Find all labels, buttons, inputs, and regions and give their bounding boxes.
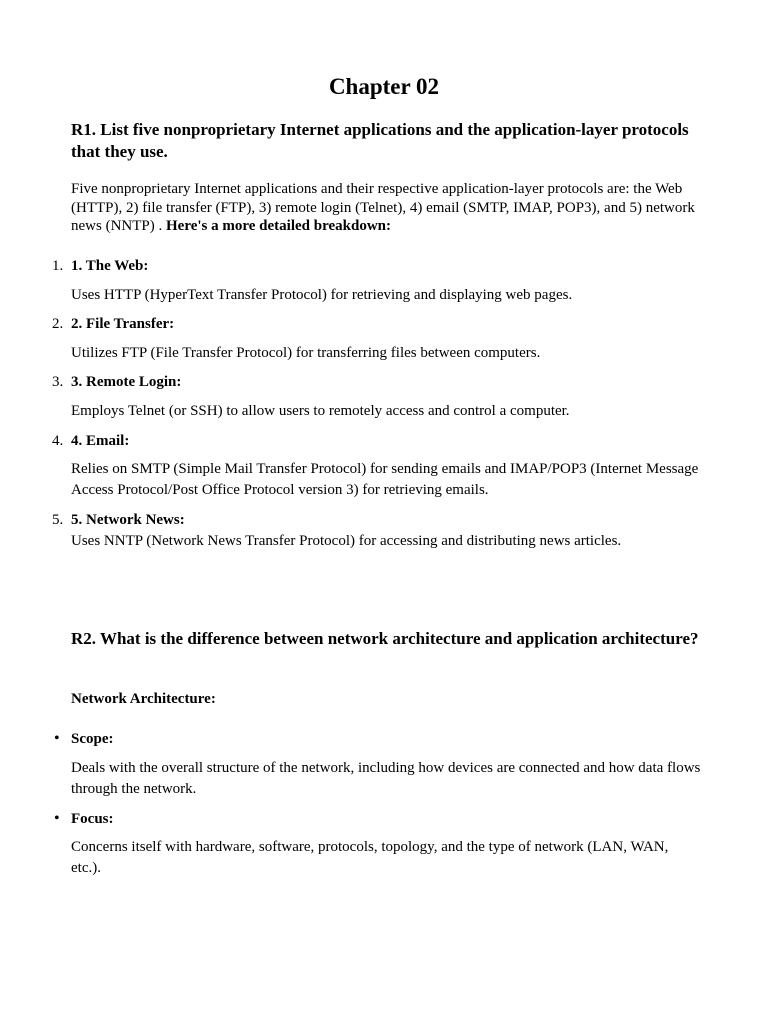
list-item-heading: 2. File Transfer: bbox=[71, 316, 175, 332]
list-item-heading: 3. Remote Login: bbox=[71, 374, 182, 390]
bullet-marker: • bbox=[54, 810, 60, 827]
bullet-body: Concerns itself with hardware, software, protocols, topology, and the type of network (LAN, WAN, etc.). bbox=[71, 839, 669, 876]
list-marker: 5. bbox=[52, 512, 64, 528]
list-item-body: Uses NNTP (Network News Transfer Protocol) for accessing and distributing news articles. bbox=[71, 533, 622, 549]
bullet-marker: • bbox=[54, 730, 60, 747]
list-marker: 4. bbox=[52, 433, 64, 449]
list-item-heading: 1. The Web: bbox=[71, 258, 149, 274]
list-item-body: Employs Telnet (or SSH) to allow users to remotely access and control a computer. bbox=[71, 403, 570, 419]
list-item-heading: 4. Email: bbox=[71, 433, 130, 449]
bullet-body: Deals with the overall structure of the network, including how devices are connected and how data flows through the network. bbox=[71, 760, 701, 797]
question-r1-intro bbox=[71, 180, 701, 236]
list-marker: 3. bbox=[52, 374, 64, 390]
list-item-body: Relies on SMTP (Simple Mail Transfer Protocol) for sending emails and IMAP/POP3 (Internet Message Access Protocol/Post Office Protocol version 3) for retrieving emails. bbox=[71, 461, 699, 498]
section-subheading: Network Architecture: bbox=[71, 691, 216, 707]
list-marker: 2. bbox=[52, 316, 64, 332]
question-r1-title: R1. List five nonproprietary Internet applications and the application-layer protocols that they use. bbox=[71, 120, 689, 161]
list-item-body: Uses HTTP (HyperText Transfer Protocol) for retrieving and displaying web pages. bbox=[71, 287, 573, 303]
intro-text: Five nonproprietary Internet applications and their respective application-layer protocols are: the Web (HTTP), 2) file transfer (FTP), 3) remote login (Telnet), 4) email (SMTP, IMAP, POP3), and 5) network news (NNTP) . bbox=[71, 181, 695, 234]
list-marker: 1. bbox=[52, 258, 64, 274]
chapter-title: Chapter 02 bbox=[328, 74, 440, 99]
question-r2-title: R2. What is the difference between network architecture and application architecture? bbox=[71, 629, 699, 648]
list-item-body: Utilizes FTP (File Transfer Protocol) for transferring files between computers. bbox=[71, 345, 541, 361]
intro-bold-text: Here's a more detailed breakdown: bbox=[166, 218, 391, 234]
list-item-heading: 5. Network News: bbox=[71, 512, 185, 528]
bullet-heading: Scope: bbox=[71, 731, 114, 747]
bullet-heading: Focus: bbox=[71, 811, 114, 827]
